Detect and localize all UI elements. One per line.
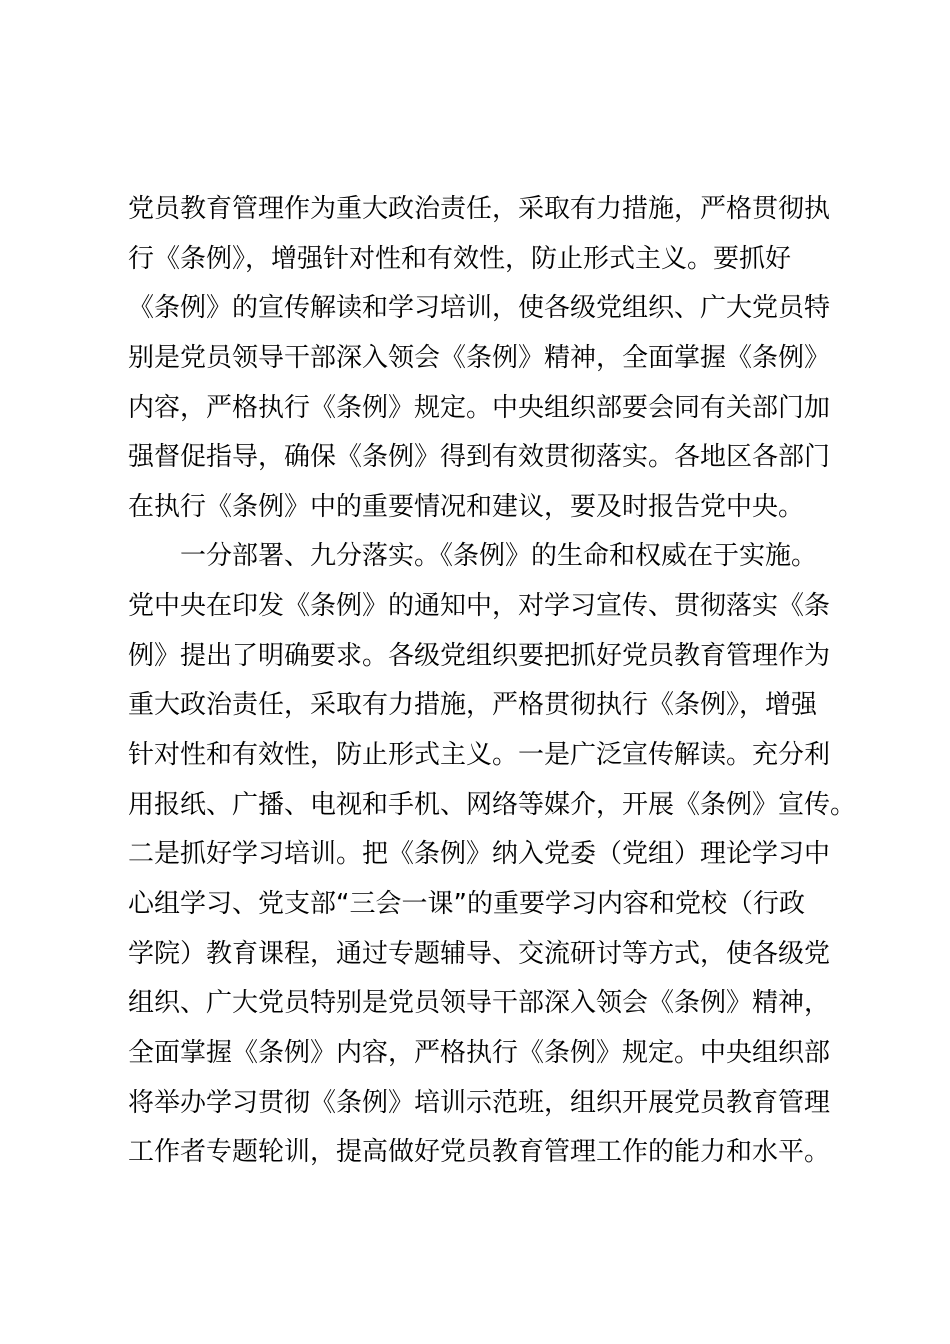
text-line: 全面掌握《条例》内容，严格执行《条例》规定。中央组织部 — [128, 1037, 831, 1068]
text-line: 二是抓好学习培训。把《条例》纳入党委（党组）理论学习中 — [128, 839, 831, 870]
text-line: 心组学习、党支部“三会一课”的重要学习内容和党校（行政 — [128, 888, 805, 919]
text-line: 党员教育管理作为重大政治责任，采取有力措施，严格贯彻执 — [128, 194, 831, 224]
text-line: 学院）教育课程，通过专题辅导、交流研讨等方式，使各级党 — [128, 938, 831, 969]
text-line: 党中央在印发《条例》的通知中，对学习宣传、贯彻落实《条 — [128, 591, 831, 622]
text-line: 在执行《条例》中的重要情况和建议，要及时报告党中央。 — [128, 491, 805, 522]
text-line: 例》提出了明确要求。各级党组织要把抓好党员教育管理作为 — [128, 640, 831, 671]
text-line: 用报纸、广播、电视和手机、网络等媒介，开展《条例》宣传。 — [128, 789, 857, 820]
text-line: 《条例》的宣传解读和学习培训，使各级党组织、广大党员特 — [128, 293, 831, 324]
text-line: 行《条例》，增强针对性和有效性，防止形式主义。要抓好 — [128, 243, 792, 274]
text-line: 将举办学习贯彻《条例》培训示范班，组织开展党员教育管理 — [128, 1087, 831, 1118]
paragraph-first-line: 一分部署、九分落实。《条例》的生命和权威在于实施。 — [180, 541, 818, 572]
text-line: 内容，严格执行《条例》规定。中央组织部要会同有关部门加 — [128, 392, 831, 423]
text-line: 针对性和有效性，防止形式主义。一是广泛宣传解读。充分利 — [128, 740, 831, 771]
body-text — [128, 185, 857, 1178]
text-line: 组织、广大党员特别是党员领导干部深入领会《条例》精神， — [128, 988, 831, 1019]
text-line: 重大政治责任，采取有力措施，严格贯彻执行《条例》，增强 — [128, 690, 818, 721]
text-line: 强督促指导，确保《条例》得到有效贯彻落实。各地区各部门 — [128, 442, 831, 473]
text-line: 工作者专题轮训，提高做好党员教育管理工作的能力和水平。 — [128, 1137, 831, 1168]
text-line: 别是党员领导干部深入领会《条例》精神，全面掌握《条例》 — [128, 342, 831, 373]
